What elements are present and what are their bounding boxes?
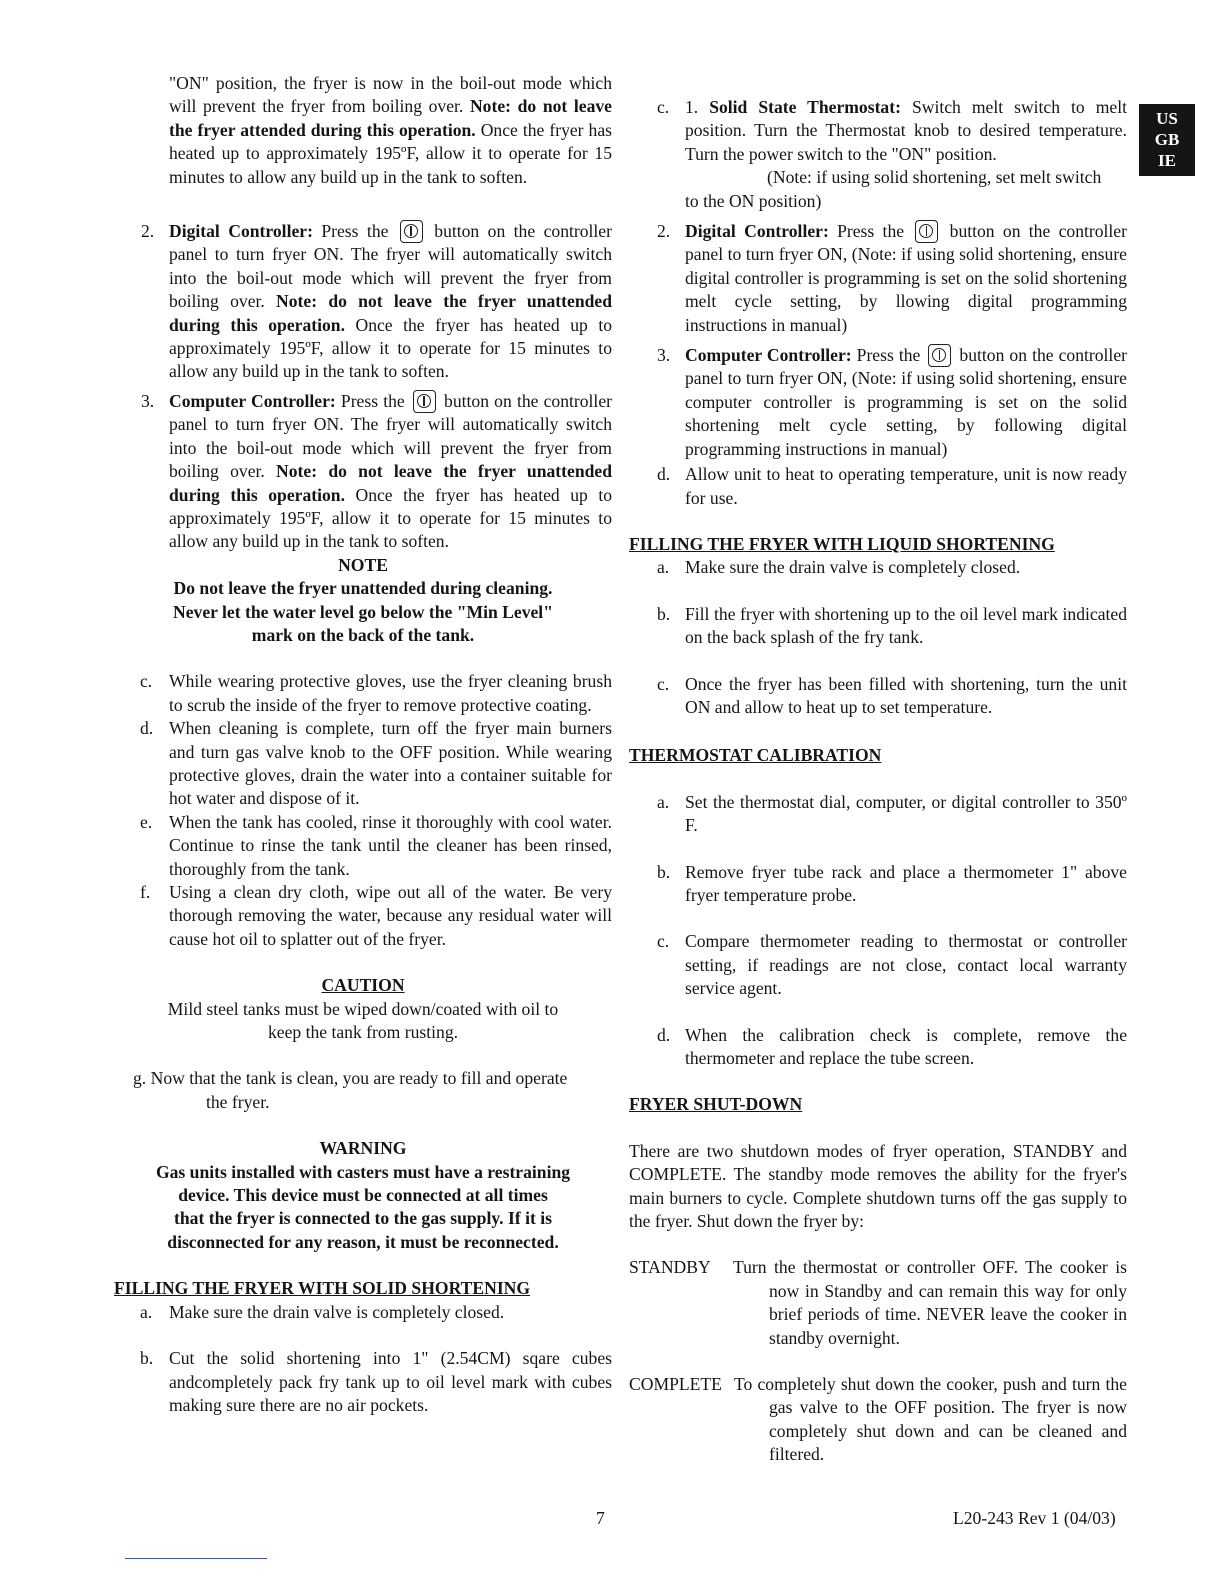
language-tab xyxy=(1139,104,1195,176)
boilout-continued: "ON" position, the fryer is now in the boil-out mode which will prevent the fryer from boiling over. Note: do not leave the fryer attended during this operation. Once the fryer has heated up to approximately 195ºF, allow it to operate for 15 minutes to allow any build up in the tank to soften. xyxy=(169,73,612,187)
step-c: c. While wearing protective gloves, use the fryer cleaning brush to scrub the inside of the fryer to remove protective coating. xyxy=(140,671,612,715)
note-line: mark on the back of the tank. xyxy=(251,624,475,645)
warning-line: Gas units installed with casters must have a restraining xyxy=(155,1161,571,1182)
document-revision: L20-243 Rev 1 (04/03) xyxy=(953,1508,1116,1528)
lang-ie: IE xyxy=(1158,151,1176,170)
calibration-step-c: c. Compare thermometer reading to thermostat or controller setting, if readings are not close, contact local warranty service agent. xyxy=(657,931,1127,999)
shutdown-intro: There are two shutdown modes of fryer operation, STANDBY and COMPLETE. The standby mode removes the ability for the fryer's main burners to cycle. Complete shutdown turns off the gas supply to the fryer. Shut down the fryer by: xyxy=(629,1140,1127,1232)
lang-gb: GB xyxy=(1154,130,1180,149)
power-button-icon xyxy=(928,344,951,367)
solid-step-b: b. Cut the solid shortening into 1" (2.54CM) sqare cubes andcompletely pack fry tank up to oil level mark with cubes making sure there are no air pockets. xyxy=(140,1348,612,1415)
right-computer-controller-step: 3. Computer Controller: Press the button on the controller panel to turn fryer ON, (Note: if using solid shortening, ensure computer controller is programming is set on the solid shortening melt cycle setting, by following digital programming instructions in manual) xyxy=(657,345,1127,459)
right-step-d: d. Allow unit to heat to operating temperature, unit is now ready for use. xyxy=(657,464,1127,508)
warning-line: device. This device must be connected at all times xyxy=(178,1185,548,1206)
liquid-step-a: a. Make sure the drain valve is completely closed. xyxy=(657,557,1021,578)
shutdown-section xyxy=(629,1093,1127,1466)
power-button-icon xyxy=(915,220,938,243)
lang-us: US xyxy=(1156,109,1178,128)
warning-box xyxy=(114,1137,612,1254)
right-digital-controller-step: 2. Digital Controller: Press the button on the controller panel to turn fryer ON, (Note: if using solid shortening, ensure digital controller is programming is set on the solid shortening melt cycle setting, by llowing digital programming instructions in manual) xyxy=(657,221,1127,335)
warning-line: disconnected for any reason, it must be reconnected. xyxy=(167,1231,559,1252)
complete-term: COMPLETE xyxy=(629,1374,722,1395)
step-f: f. Using a clean dry cloth, wipe out all of the water. Be very thorough removing the water, because any residual water will cause hot oil to splatter out of the fryer. xyxy=(140,882,612,949)
shutdown-heading: FRYER SHUT-DOWN xyxy=(629,1094,803,1115)
digital-controller-title: Digital Controller: xyxy=(685,221,829,242)
liquid-step-b: b. Fill the fryer with shortening up to the oil level mark indicated on the back splash of the fry tank. xyxy=(657,603,1127,648)
caution-box xyxy=(114,974,612,1044)
power-button-icon xyxy=(400,220,423,243)
calibration-heading: THERMOSTAT CALIBRATION xyxy=(629,745,882,766)
footer-rule xyxy=(125,1558,267,1559)
right-column xyxy=(629,96,1127,1467)
digital-controller-step: 2. Digital Controller: Press the button on the controller panel to turn fryer ON. The fryer will automatically switch into the boil-out mode which will prevent the fryer from boiling over. Note: do not leave the fryer unattended during this operation. Once the fryer has heated up to approximately 195ºF, allow it to operate for 15 minutes to allow any build up in the tank to soften. xyxy=(141,221,613,382)
note-box xyxy=(114,554,612,648)
computer-controller-title: Computer Controller: xyxy=(685,345,852,366)
warning-line: that the fryer is connected to the gas supply. If it is xyxy=(174,1208,552,1229)
computer-controller-title: Computer Controller: xyxy=(169,390,336,411)
calibration-step-d: d. When the calibration check is complete, remove the thermometer and replace the tube screen. xyxy=(657,1024,1127,1068)
standby-mode: STANDBY Turn the thermostat or controller OFF. The cooker is now in Standby and can remain this way for only brief periods of time. NEVER leave the cooker in standby overnight. xyxy=(629,1257,1127,1348)
note-line: Do not leave the fryer unattended during cleaning. xyxy=(173,578,553,599)
calibration-step-b: b. Remove fryer tube rack and place a thermometer 1" above fryer temperature probe. xyxy=(657,861,1127,905)
cleaning-steps xyxy=(114,670,612,951)
page-number: 7 xyxy=(596,1508,605,1528)
liquid-step-c: c. Once the fryer has been filled with shortening, turn the unit ON and allow to heat up to set temperature. xyxy=(657,673,1127,717)
liquid-shortening-section xyxy=(629,533,1127,719)
solid-shortening-heading: FILLING THE FRYER WITH SOLID SHORTENING xyxy=(114,1278,531,1299)
liquid-shortening-heading: FILLING THE FRYER WITH LIQUID SHORTENING xyxy=(629,533,1055,554)
solid-state-title: Solid State Thermostat: xyxy=(709,97,901,117)
note-heading: NOTE xyxy=(338,554,388,575)
step-g: g. Now that the tank is clean, you are ready to fill and operate the fryer. xyxy=(133,1068,568,1112)
caution-line: Mild steel tanks must be wiped down/coated with oil to xyxy=(167,998,559,1019)
calibration-step-a: a. Set the thermostat dial, computer, or digital controller to 350º F. xyxy=(657,791,1127,836)
standby-term: STANDBY xyxy=(629,1257,711,1278)
computer-controller-step: 3. Computer Controller: Press the button on the controller panel to turn fryer ON. The fryer will automatically switch into the boil-out mode which will prevent the fryer from boiling over. Note: do not leave the fryer unattended during this operation. Once the fryer has heated up to approximately 195ºF, allow it to operate for 15 minutes to allow any build up in the tank to soften. xyxy=(141,390,613,552)
left-column xyxy=(114,72,612,1417)
caution-heading: CAUTION xyxy=(321,975,405,996)
complete-mode: COMPLETE To completely shut down the cooker, push and turn the gas valve to the OFF position. The fryer is now completely shut down and can be cleaned and filtered. xyxy=(629,1374,1127,1465)
step-e: e. When the tank has cooled, rinse it thoroughly with cool water. Continue to rinse the tank until the cleaner has been rinsed, thoroughly from the tank. xyxy=(140,811,612,879)
calibration-section xyxy=(629,744,1127,1070)
warning-heading: WARNING xyxy=(319,1138,407,1159)
digital-controller-title: Digital Controller: xyxy=(169,221,313,242)
solid-shortening-section xyxy=(114,1277,612,1417)
step-d: d. When cleaning is complete, turn off the fryer main burners and turn gas valve knob to the OFF position. While wearing protective gloves, drain the water into a container suitable for hot water and dispose of it. xyxy=(140,718,612,809)
solid-state-thermostat-step: c. 1. Solid State Thermostat: Switch melt switch to melt position. Turn the Thermostat knob to desired temperature. Turn the power switch to the "ON" position. (Note: if using solid shortening, set melt switch to the ON position) xyxy=(657,97,1127,211)
power-button-icon xyxy=(413,390,436,413)
solid-step-a: a. Make sure the drain valve is completely closed. xyxy=(140,1301,505,1322)
note-line: Never let the water level go below the "Min Level" xyxy=(173,601,553,622)
caution-line: keep the tank from rusting. xyxy=(267,1022,459,1043)
